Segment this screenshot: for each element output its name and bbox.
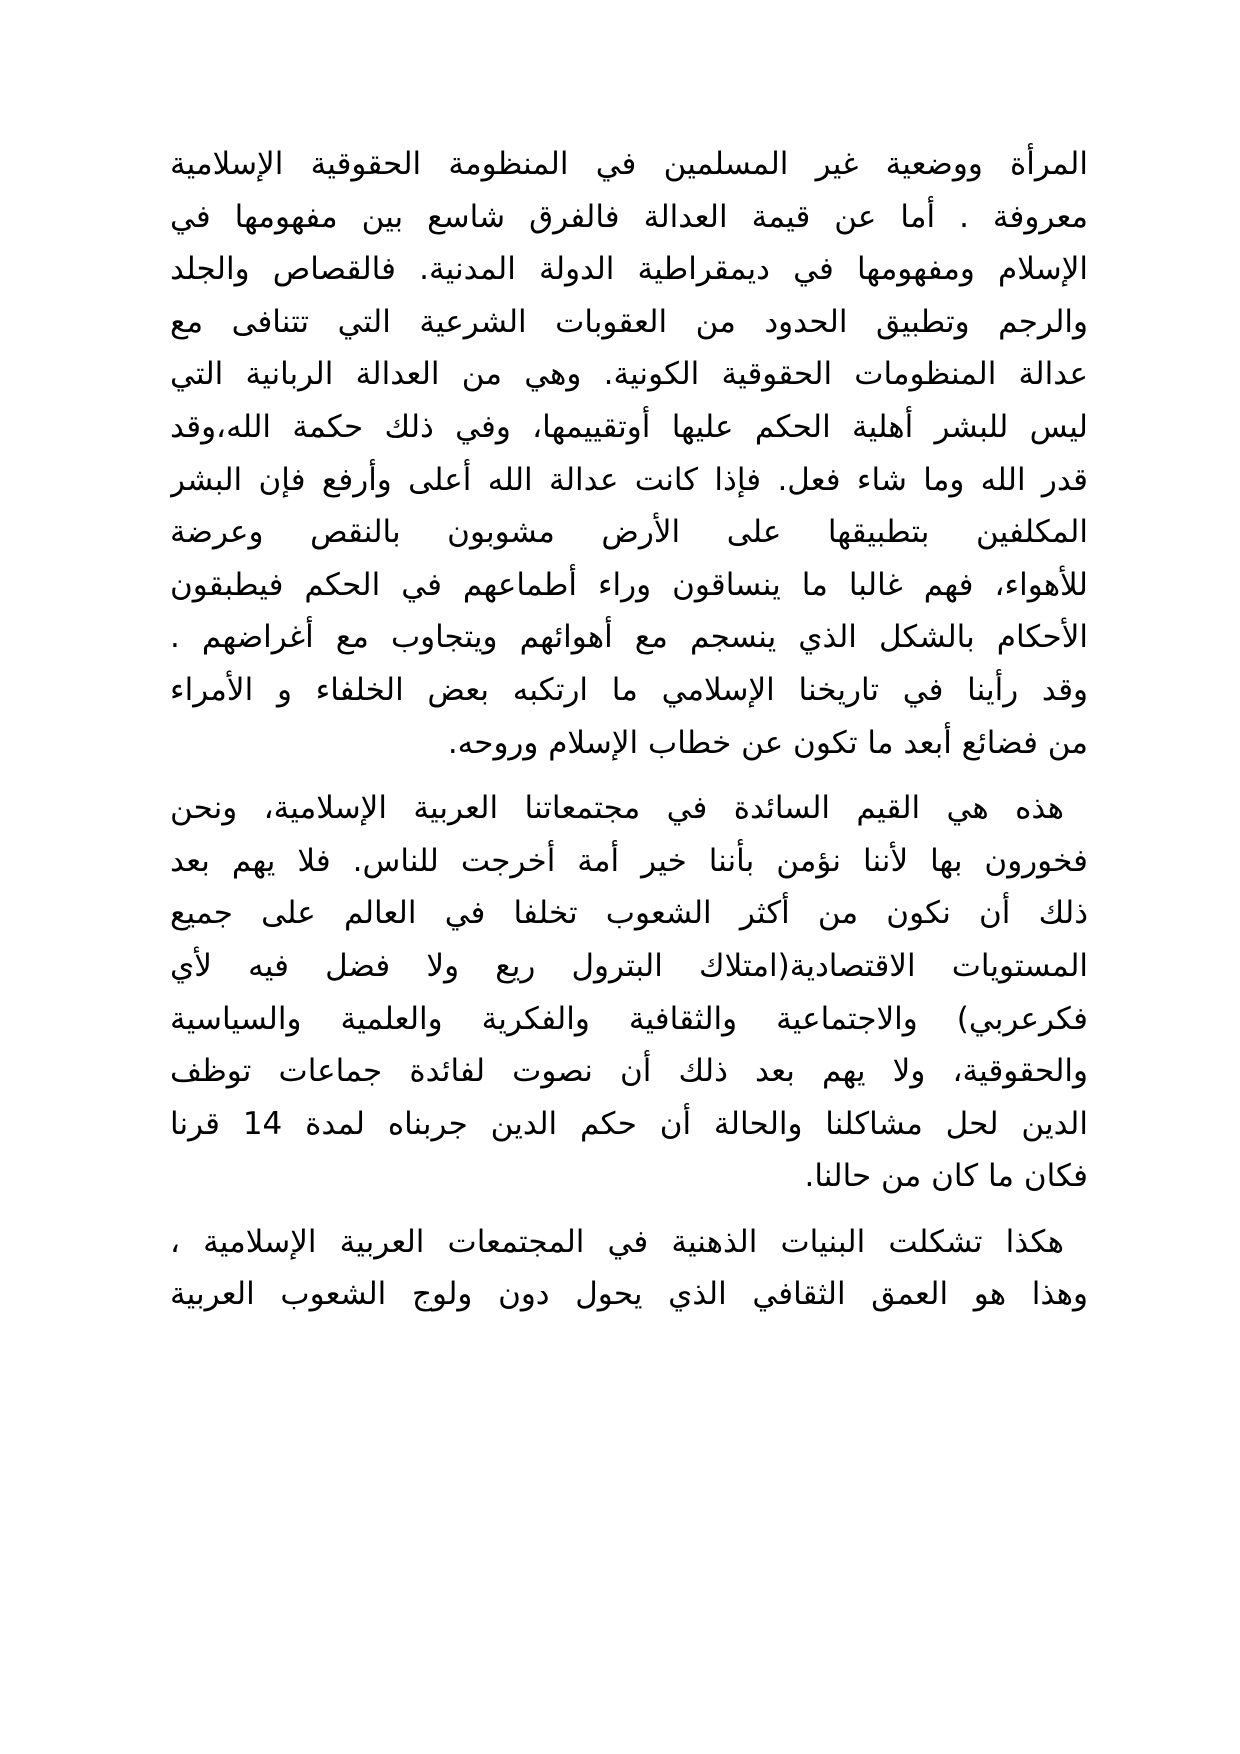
paragraph-1 [170, 138, 1088, 769]
text-line: وهذا هو العمق الثقافي الذي يحول دون ولوج الشعوب العربية [170, 1276, 1088, 1313]
text-line: عدالة المنظومات الحقوقية الكونية. وهي من العدالة الربانية التي [170, 356, 1088, 393]
text-line: الإسلام ومفهومها في ديمقراطية الدولة المدنية. فالقصاص والجلد [170, 251, 1088, 288]
text-line: فخورون بها لأننا نؤمن بأننا خير أمة أخرجت للناس. فلا يهم بعد [170, 842, 1088, 879]
text-line: والرجم وتطبيق الحدود من العقوبات الشرعية التي تتنافى مع [170, 303, 1088, 340]
text-line: والحقوقية، ولا يهم بعد ذلك أن نصوت لفائدة جماعات توظف [170, 1053, 1088, 1090]
paragraph-3 [170, 1216, 1088, 1321]
text-line: ذلك أن نكون من أكثر الشعوب تخلفا في العالم على جميع [170, 895, 1088, 932]
paragraph-2 [170, 782, 1088, 1203]
text-line: هكذا تشكلت البنيات الذهنية في المجتمعات العربية الإسلامية ، [170, 1223, 1064, 1260]
text-line: وقد رأينا في تاريخنا الإسلامي ما ارتكبه بعض الخلفاء و الأمراء [170, 671, 1088, 708]
document-body [170, 138, 1088, 1321]
text-line: قدر الله وما شاء فعل. فإذا كانت عدالة الله أعلى وأرفع فإن البشر [170, 461, 1088, 498]
text-line: الأحكام بالشكل الذي ينسجم مع أهوائهم ويتجاوب مع أغراضهم . [170, 619, 1088, 656]
text-line: الدين لحل مشاكلنا والحالة أن حكم الدين جربناه لمدة 14 قرنا [170, 1105, 1088, 1142]
text-line: ليس للبشر أهلية الحكم عليها أوتقييمها، وفي ذلك حكمة الله،وقد [170, 408, 1088, 445]
text-line: المستويات الاقتصادية(امتلاك البترول ريع ولا فضل فيه لأي [170, 947, 1088, 984]
text-line: فكرعربي) والاجتماعية والثقافية والفكرية والعلمية والسياسية [170, 1000, 1088, 1037]
text-line: المرأة ووضعية غير المسلمين في المنظومة الحقوقية الإسلامية [170, 146, 1088, 182]
text-line: معروفة . أما عن قيمة العدالة فالفرق شاسع بين مفهومها في [170, 198, 1088, 235]
text-line: المكلفين بتطبيقها على الأرض مشوبون بالنقص وعرضة [170, 514, 1088, 551]
text-line: من فضائع أبعد ما تكون عن خطاب الإسلام وروحه. [447, 724, 1088, 761]
text-line: للأهواء، فهم غالبا ما ينساقون وراء أطماعهم في الحكم فيطبقون [170, 566, 1088, 603]
text-line: فكان ما كان من حالنا. [804, 1158, 1088, 1195]
text-line: هذه هي القيم السائدة في مجتمعاتنا العربية الإسلامية، ونحن [170, 790, 1064, 827]
